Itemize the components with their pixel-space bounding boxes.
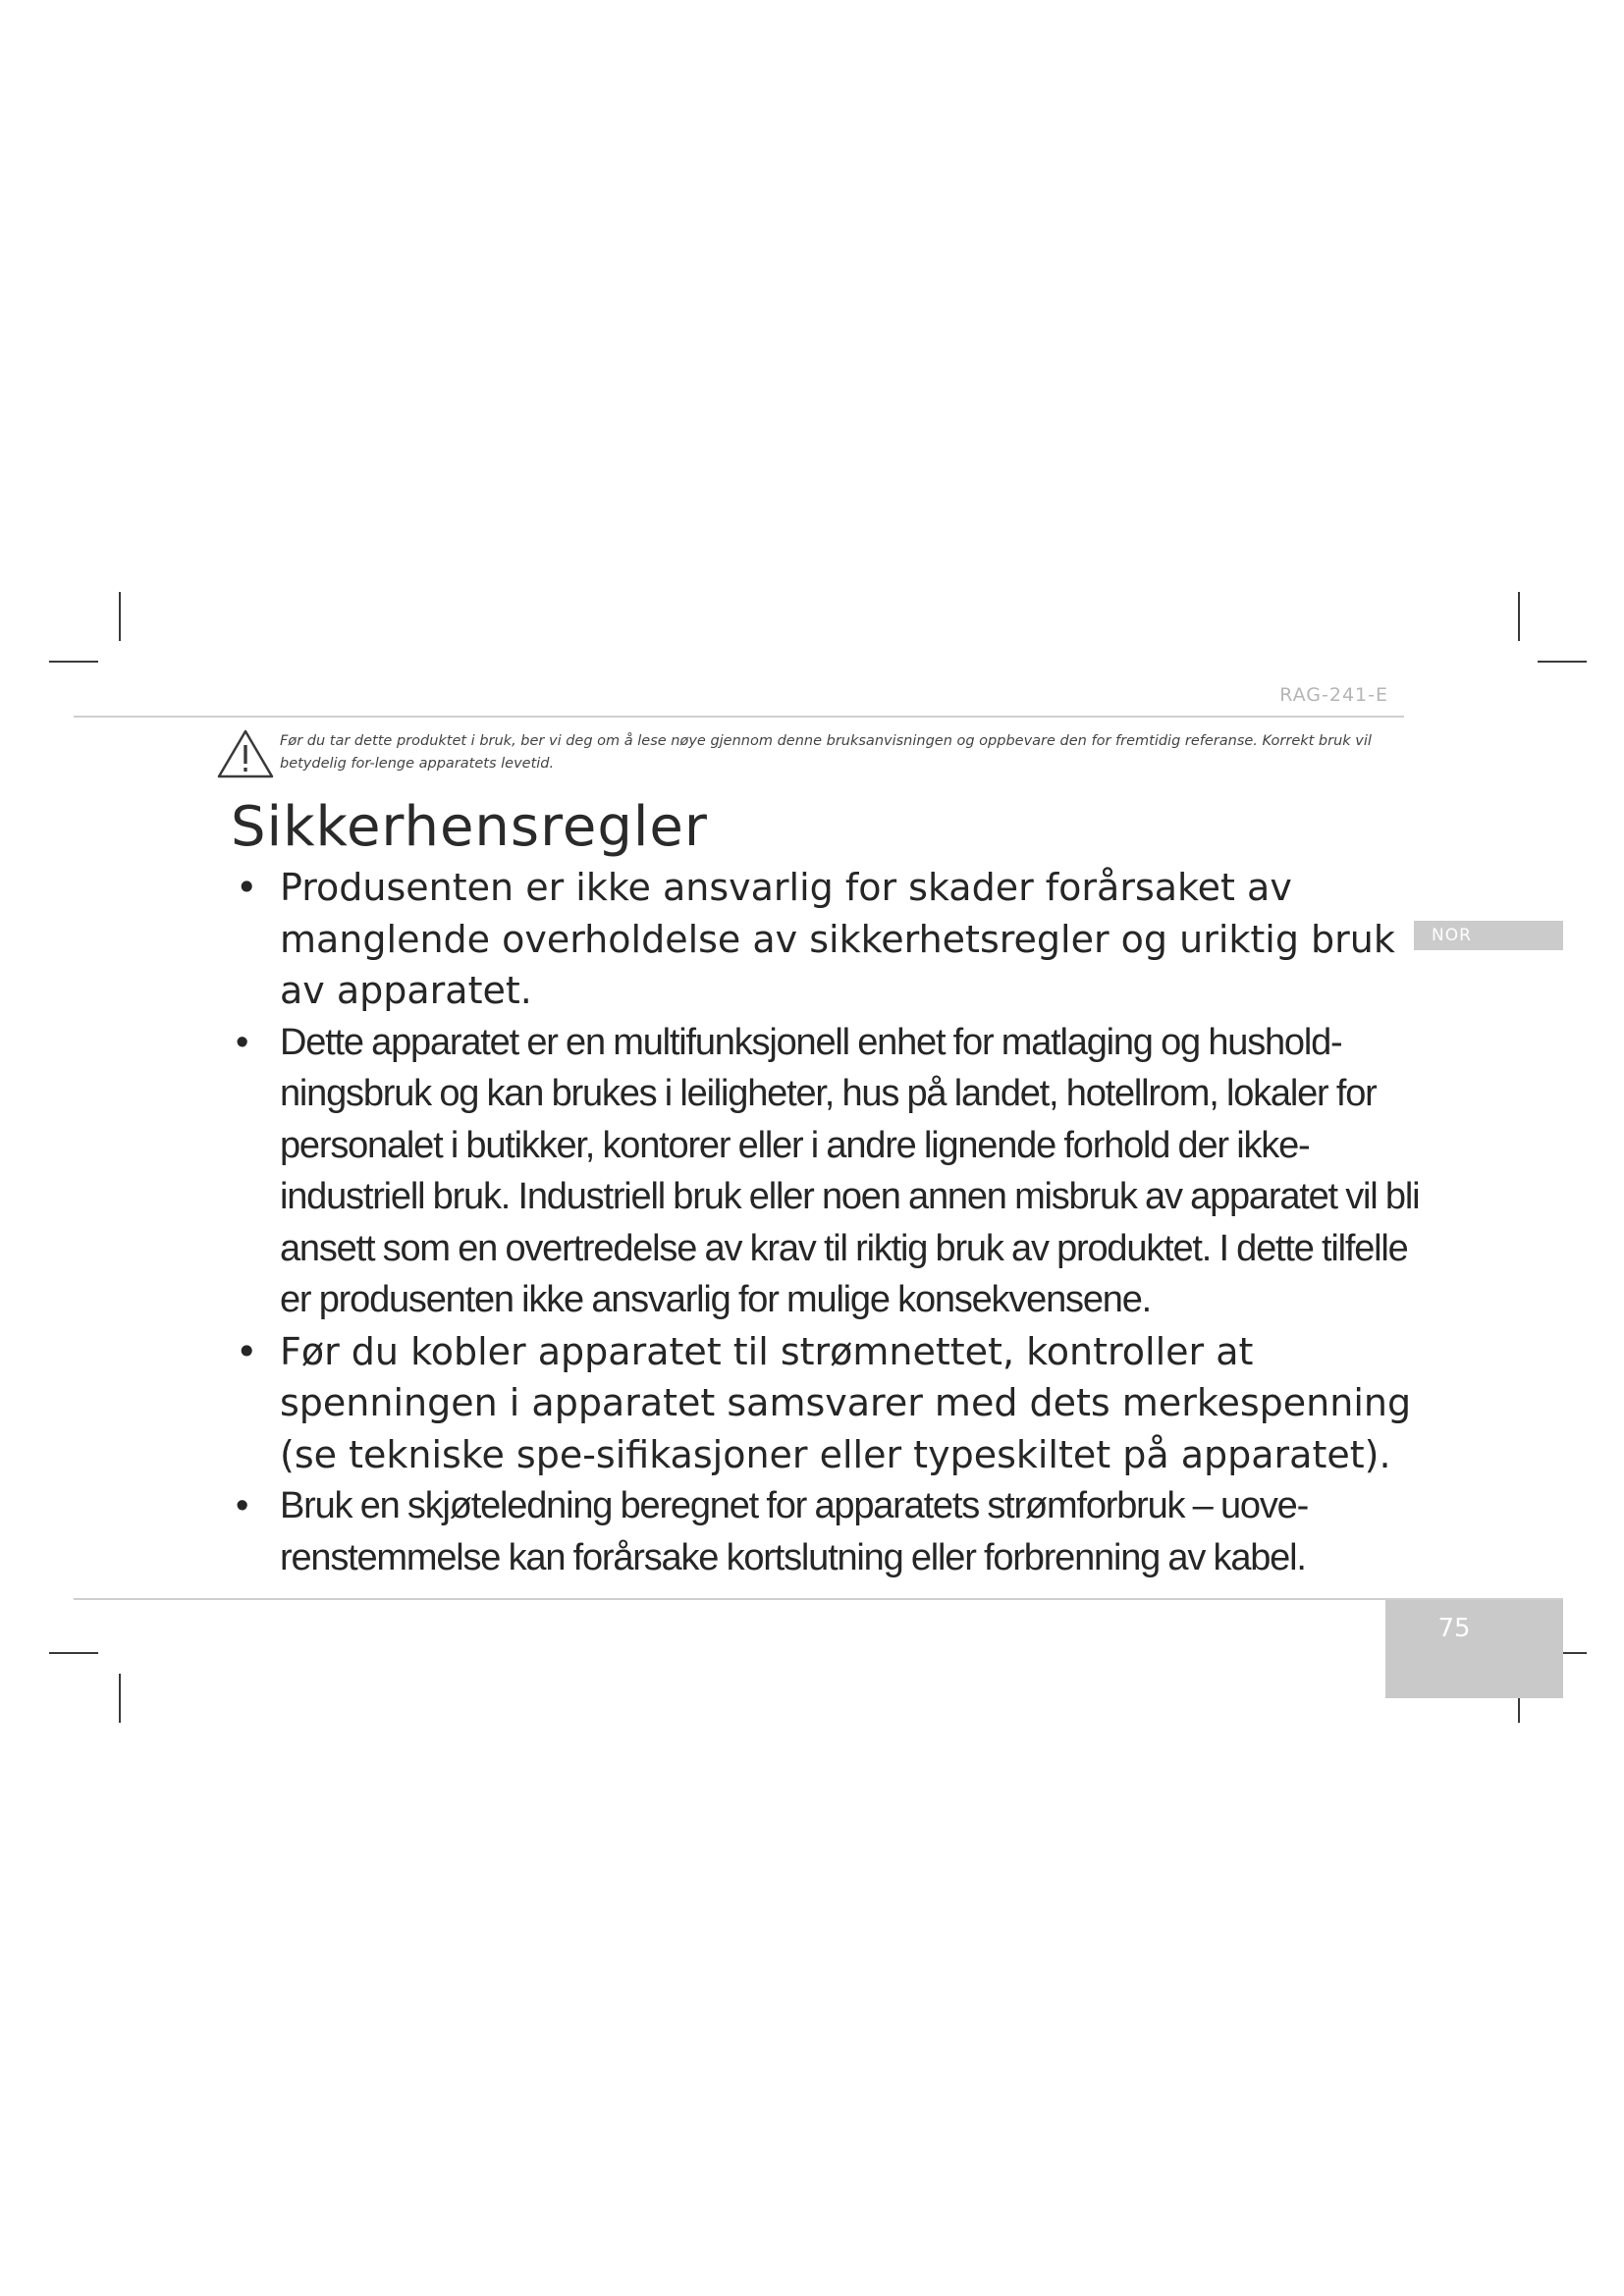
bullet-icon: •	[236, 866, 258, 909]
page-number: 75	[1437, 1614, 1471, 1643]
list-item-text: Produsenten er ikke ansvarlig for skader forårsaket av manglende overholdelse av sikkerhetsregler og uriktig bruk av apparatet.	[280, 866, 1395, 1012]
footer-divider	[74, 1598, 1563, 1600]
crop-mark	[1538, 661, 1587, 663]
header-divider	[74, 716, 1404, 718]
warning-triangle-icon	[216, 728, 275, 779]
warning-text: Før du tar dette produktet i bruk, ber vi deg om å lese nøye gjennom denne bruksanvisningen og oppbevare den for fremtidig referanse. Korrekt bruk vil betydelig for-lenge apparatets levetid.	[280, 733, 1372, 772]
list-item-text: Dette apparatet er en multifunksjonell enhet for matlaging og hushold-ningsbruk og kan brukes i leiligheter, hus på landet, hotellrom, lokaler for personalet i butikker, kontorer eller i andre lignende forhold der ikke-industriell bruk. Industriell bruk eller noen annen misbruk av apparatet vil bli ansett som en overtredelse av krav til riktig bruk av produktet. I dette tilfelle er produsenten ikke ansvarlig for mulige konsekvensene.	[280, 1021, 1420, 1320]
bullet-icon: •	[236, 1021, 248, 1063]
crop-mark	[119, 592, 121, 641]
crop-mark	[49, 1652, 98, 1654]
list-item	[226, 1017, 1424, 1326]
list-item	[226, 862, 1424, 1017]
list-item	[226, 1326, 1424, 1481]
list-item	[226, 1480, 1424, 1583]
list-item-text: Bruk en skjøteledning beregnet for apparatets strømforbruk – uove-renstemmelse kan forårsake kortslutning eller forbrenning av kabel.	[280, 1485, 1309, 1578]
page-number-box	[1385, 1600, 1563, 1698]
safety-rules-list	[226, 862, 1424, 1583]
section-title: Sikkerhensregler	[231, 795, 708, 859]
bullet-icon: •	[236, 1329, 258, 1373]
language-tab: NOR	[1414, 921, 1563, 950]
crop-mark	[119, 1674, 121, 1723]
list-item-text: Før du kobler apparatet til strømnettet, kontroller at spenningen i apparatet samsvarer med dets merkespenning (se tekniske spe-sifikasjoner eller typeskiltet på apparatet).	[280, 1329, 1412, 1476]
model-number: RAG-241-E	[1279, 684, 1388, 706]
crop-mark	[1518, 592, 1520, 641]
bullet-icon: •	[236, 1485, 248, 1526]
crop-mark	[49, 661, 98, 663]
